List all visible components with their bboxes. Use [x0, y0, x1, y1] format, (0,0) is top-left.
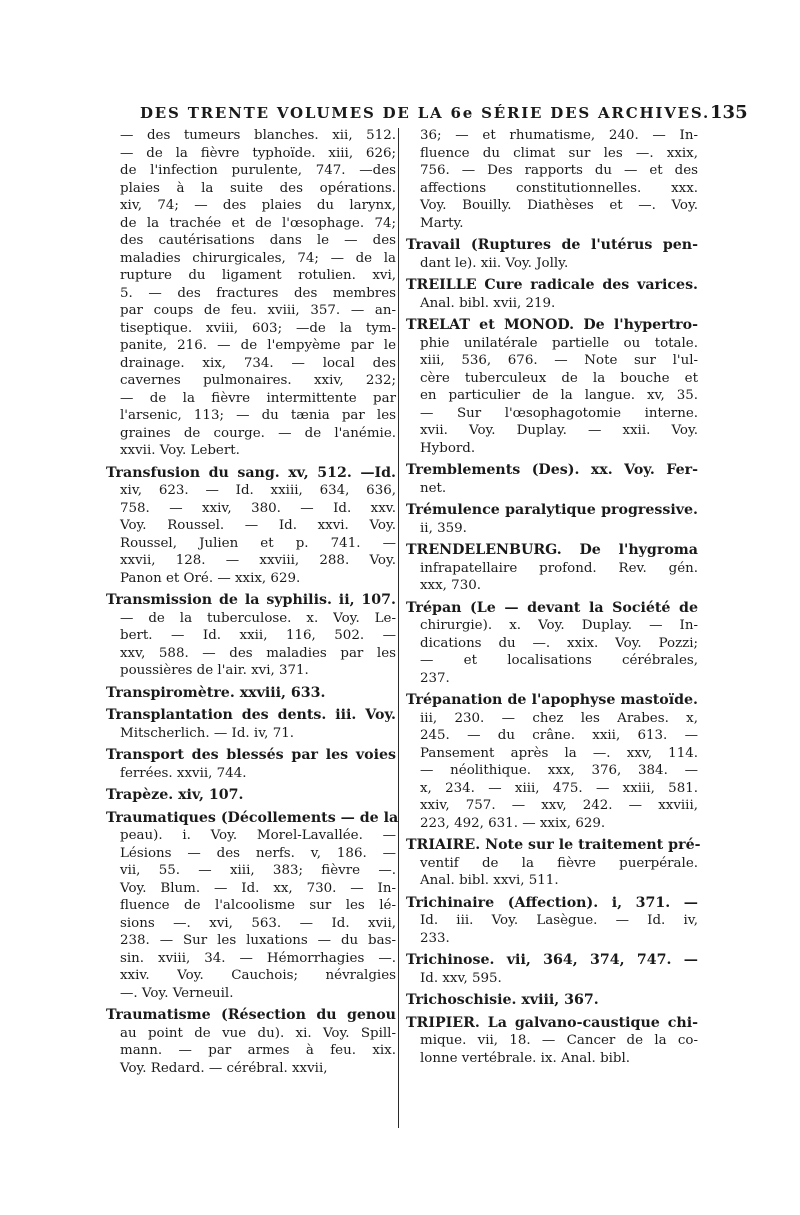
entry-headword-line: Trichoschisie. xviii, 367. — [406, 992, 599, 1008]
entry-headword-line: Transpiromètre. xxviii, 633. — [106, 684, 326, 701]
entry-line: xxvii, 128. — xxviii, 288. Voy. — [120, 553, 396, 568]
left-column — [106, 127, 399, 1082]
index-entry — [406, 542, 698, 595]
index-entry — [406, 1015, 698, 1068]
entry-headword-line: Trémulence paralytique progressive. — [406, 502, 698, 518]
entry-line: en particulier de la langue. xv, 35. — [420, 388, 698, 403]
index-entry — [406, 317, 698, 457]
entry-line: xiv, 623. — Id. xxiii, 634, 636, — [120, 483, 396, 498]
entry-line: plaies à la suite des opérations. — [120, 180, 396, 196]
entry-line: — néolithique. xxx, 376, 384. — — [420, 763, 698, 778]
index-entry — [106, 707, 396, 742]
entry-line: affections constitutionnelles. xxx. — [420, 180, 698, 196]
entry-line: ventif de la fièvre puerpérale. — [420, 855, 698, 871]
entry-line: lonne vertébrale. ix. Anal. bibl. — [420, 1050, 631, 1066]
entry-line: dications du —. xxix. Voy. Pozzi; — [420, 635, 698, 651]
index-entry — [406, 692, 698, 832]
entry-line: Voy. Bouilly. Diathèses et —. Voy. — [420, 198, 698, 213]
entry-line: sions —. xvi, 563. — Id. xvii, — [120, 915, 396, 931]
index-entry — [406, 502, 698, 537]
entry-line: Voy. Redard. — cérébral. xxvii, — [120, 1060, 328, 1076]
entry-line: xxiv. Voy. Cauchois; névralgies — [120, 968, 396, 983]
entry-line: Anal. bibl. xxvi, 511. — [420, 873, 559, 888]
entry-line: iii, 230. — chez les Arabes. x, — [420, 710, 698, 726]
entry-line: — de la tuberculose. x. Voy. Le- — [120, 610, 396, 626]
entry-line: drainage. xix, 734. — local des — [120, 355, 396, 371]
entry-line: des cautérisations dans le — des — [120, 233, 396, 248]
entry-line: Voy. Blum. — Id. xx, 730. — In- — [120, 880, 396, 896]
entry-line: — de la fièvre intermittente par — [120, 390, 396, 406]
entry-line: dant le). xii. Voy. Jolly. — [420, 255, 569, 271]
entry-headword-line: Transport des blessés par les voies — [106, 747, 396, 763]
entry-line: — et localisations cérébrales, — [420, 653, 698, 668]
entry-line: phie unilatérale partielle ou totale. — [420, 335, 698, 351]
entry-line: Mitscherlich. — Id. iv, 71. — [120, 725, 294, 741]
entry-line: de l'infection purulente, 747. —des — [120, 163, 396, 178]
entry-line: fluence du climat sur les —. xxix, — [420, 145, 698, 161]
entry-headword-line: Tremblements (Des). xx. Voy. Fer- — [406, 462, 698, 478]
entry-headword-line: Travail (Ruptures de l'utérus pen- — [406, 237, 698, 253]
entry-headword-line: Traumatiques (Décollements — de la — [106, 809, 399, 826]
entry-headword-line: Trapèze. xiv, 107. — [106, 787, 244, 803]
entry-headword-line: Transmission de la syphilis. ii, 107. — [106, 592, 396, 608]
entry-line: 233. — [420, 930, 450, 946]
index-entry — [106, 787, 396, 805]
entry-line: xvii. Voy. Duplay. — xxii. Voy. — [420, 423, 698, 438]
entry-line: Id. xxv, 595. — [420, 970, 502, 986]
entry-line: Marty. — [420, 215, 464, 231]
entry-line: tiseptique. xviii, 603; —de la tym- — [120, 320, 396, 336]
entry-headword-line: TRIPIER. La galvano-caustique chi- — [406, 1014, 698, 1031]
entry-line: 223, 492, 631. — xxix, 629. — [420, 815, 606, 831]
index-entry — [406, 895, 698, 948]
entry-line: 36; — et rhumatisme, 240. — In- — [420, 128, 698, 143]
entry-headword-line: Trépan (Le — devant la Société de — [406, 599, 698, 616]
entry-line: graines de courge. — de l'anémie. — [120, 425, 396, 441]
entry-line: xxv, 588. — des maladies par les — [120, 645, 396, 661]
index-entry — [406, 952, 698, 987]
page-number: 135 — [710, 102, 748, 123]
entry-line: 758. — xxiv, 380. — Id. xxv. — [120, 500, 396, 516]
entry-line: Pansement après la —. xxv, 114. — [420, 745, 698, 761]
index-entry — [106, 465, 396, 588]
entry-line: vii, 55. — xiii, 383; fièvre —. — [120, 863, 396, 878]
index-entry — [406, 992, 698, 1010]
entry-line: — Sur l'œsophagotomie interne. — [420, 405, 698, 421]
index-entry — [406, 237, 698, 272]
entry-line: bert. — Id. xxii, 116, 502. — — [120, 628, 396, 643]
running-title: DES TRENTE VOLUMES DE LA 6e SÉRIE DES ARCHIVES. — [140, 104, 711, 122]
entry-line: peau). i. Voy. Morel-Lavallée. — — [120, 828, 396, 843]
entry-line: par coups de feu. xviii, 357. — an- — [120, 303, 396, 318]
entry-line: xiv, 74; — des plaies du larynx, — [120, 198, 396, 213]
entry-line: mann. — par armes à feu. xix. — [120, 1043, 396, 1058]
entry-line: Lésions — des nerfs. v, 186. — — [120, 845, 396, 861]
index-entry-continuation — [106, 127, 396, 460]
entry-headword-line: Transfusion du sang. xv, 512. —Id. — [106, 464, 396, 481]
right-column — [406, 127, 701, 1072]
entry-line: mique. vii, 18. — Cancer de la co- — [420, 1033, 698, 1048]
index-entry-continuation — [406, 127, 698, 232]
entry-line: fluence de l'alcoolisme sur les lé- — [120, 898, 396, 913]
entry-line: ferrées. xxvii, 744. — [120, 765, 247, 781]
entry-headword-line: Traumatisme (Résection du genou — [106, 1007, 396, 1023]
entry-line: xxiv, 757. — xxv, 242. — xxviii, — [420, 798, 698, 813]
index-entry — [106, 747, 396, 782]
entry-line: l'arsenic, 113; — du tænia par les — [120, 408, 396, 423]
entry-line: 756. — Des rapports du — et des — [420, 163, 698, 178]
entry-line: 5. — des fractures des membres — [120, 285, 396, 301]
entry-line: Voy. Roussel. — Id. xxvi. Voy. — [120, 518, 396, 533]
entry-line: rupture du ligament rotulien. xvi, — [120, 268, 396, 283]
entry-line: Id. iii. Voy. Lasègue. — Id. iv, — [420, 913, 698, 928]
entry-line: infrapatellaire profond. Rev. gén. — [420, 560, 698, 576]
entry-headword-line: Transplantation des dents. iii. Voy. — [106, 707, 396, 723]
entry-headword-line: TRIAIRE. Note sur le traitement pré- — [406, 837, 701, 853]
index-entry — [406, 837, 701, 890]
entry-line: de la trachée et de l'œsophage. 74; — [120, 215, 396, 231]
entry-line: xxvii. Voy. Lebert. — [120, 443, 240, 458]
index-entry — [406, 462, 698, 497]
entry-line: chirurgie). x. Voy. Duplay. — In- — [420, 618, 698, 633]
index-entry — [106, 592, 396, 680]
index-entry — [106, 1007, 396, 1077]
entry-line: panite, 216. — de l'empyème par le — [120, 338, 396, 353]
entry-line: xiii, 536, 676. — Note sur l'ul- — [420, 353, 698, 368]
entry-line: maladies chirurgicales, 74; — de la — [120, 250, 396, 266]
entry-headword-line: TREILLE Cure radicale des varices. — [406, 277, 698, 293]
entry-headword-line: Trépanation de l'apophyse mastoïde. — [406, 692, 698, 708]
index-entry — [106, 809, 399, 1003]
index-entry — [106, 685, 396, 703]
entry-line: au point de vue du). xi. Voy. Spill- — [120, 1025, 396, 1041]
entry-headword-line: TRENDELENBURG. De l'hygroma — [406, 542, 698, 558]
entry-line: Panon et Oré. — xxix, 629. — [120, 570, 301, 586]
entry-line: poussières de l'air. xvi, 371. — [120, 663, 309, 678]
column-divider — [398, 128, 399, 1128]
entry-line: Anal. bibl. xvii, 219. — [420, 295, 556, 311]
entry-line: Roussel, Julien et p. 741. — — [120, 535, 396, 551]
entry-line: 237. — [420, 670, 450, 686]
entry-line: net. — [420, 480, 447, 496]
entry-line: xxx, 730. — [420, 578, 481, 593]
entry-line: cère tuberculeux de la bouche et — [420, 370, 698, 386]
entry-line: cavernes pulmonaires. xxiv, 232; — [120, 373, 396, 388]
entry-line: Hybord. — [420, 440, 476, 456]
running-head — [140, 102, 748, 123]
entry-line: sin. xviii, 34. — Hémorrhagies —. — [120, 950, 396, 966]
entry-line: x, 234. — xiii, 475. — xxiii, 581. — [420, 780, 698, 796]
entry-line: — de la fièvre typhoïde. xiii, 626; — [120, 145, 396, 161]
index-entry — [406, 600, 698, 688]
entry-headword-line: Trichinose. vii, 364, 374, 747. — — [406, 952, 698, 968]
entry-headword-line: Trichinaire (Affection). i, 371. — — [406, 894, 698, 911]
entry-line: 245. — du crâne. xxii, 613. — — [420, 728, 698, 743]
entry-headword-line: TRELAT et MONOD. De l'hypertro- — [406, 317, 698, 333]
entry-line: 238. — Sur les luxations — du bas- — [120, 933, 396, 948]
index-entry — [406, 277, 698, 312]
entry-line: ii, 359. — [420, 520, 467, 536]
entry-line: —. Voy. Verneuil. — [120, 985, 234, 1001]
entry-line: — des tumeurs blanches. xii, 512. — [120, 128, 396, 143]
